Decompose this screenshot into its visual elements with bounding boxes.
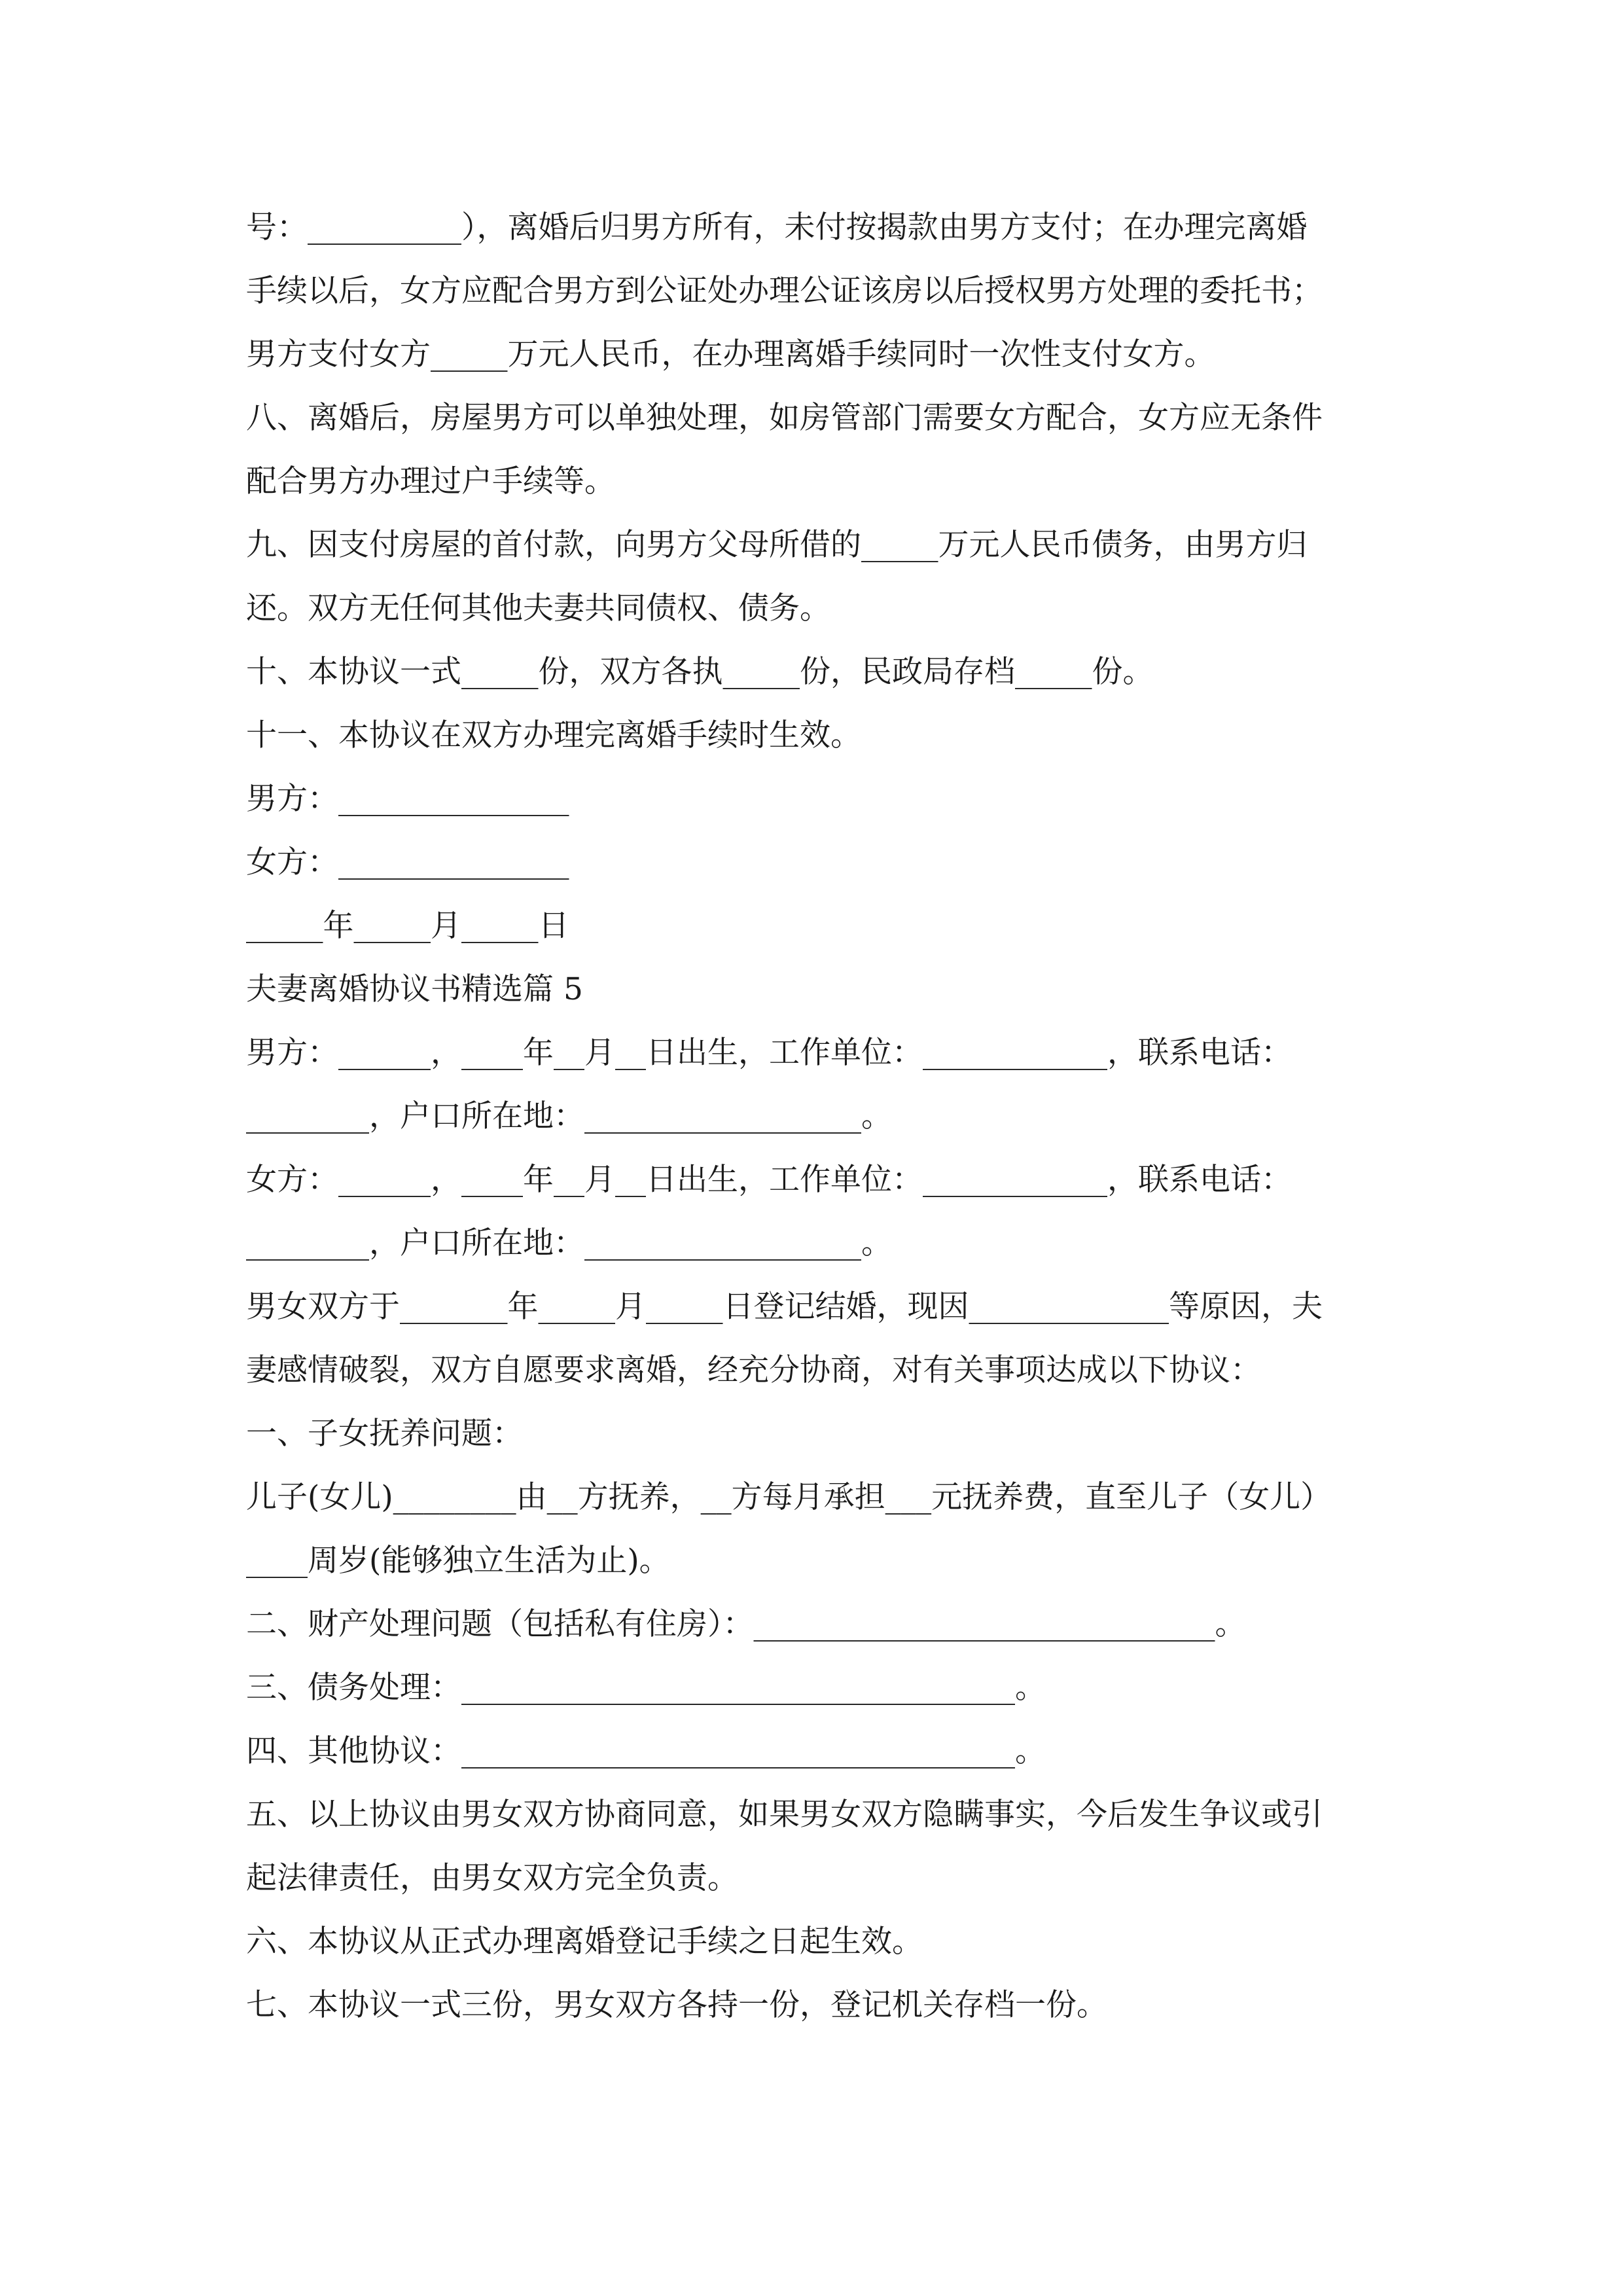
text-line: 男方：______，____年__月__日出生，工作单位：____________，联系电话： <box>246 1035 1292 1071</box>
text-line: ________，户口所在地：__________________。 <box>246 1225 892 1261</box>
text-line: 七、本协议一式三份，男女双方各持一份，登记机关存档一份。 <box>246 1987 1107 2023</box>
text-line: 九、因支付房屋的首付款，向男方父母所借的_____万元人民币债务，由男方归 <box>246 527 1308 563</box>
text-line: 起法律责任，由男女双方完全负责。 <box>246 1860 738 1896</box>
date-line: _____年_____月_____日 <box>246 908 569 944</box>
text-line: 配合男方办理过户手续等。 <box>246 463 615 499</box>
text-line: 六、本协议从正式办理离婚登记手续之日起生效。 <box>246 1924 923 1960</box>
text-line: 妻感情破裂，双方自愿要求离婚，经充分协商，对有关事项达成以下协议： <box>246 1352 1261 1388</box>
text-line: 号：__________），离婚后归男方所有，未付按揭款由男方支付；在办理完离婚 <box>246 209 1308 245</box>
text-line: 十、本协议一式_____份，双方各执_____份，民政局存档_____份。 <box>246 654 1154 690</box>
text-line: 十一、本协议在双方办理完离婚手续时生效。 <box>246 717 861 753</box>
text-line: ____周岁(能够独立生活为止)。 <box>246 1543 670 1579</box>
text-line: 手续以后，女方应配合男方到公证处办理公证该房以后授权男方处理的委托书； <box>246 273 1323 309</box>
text-line: 还。双方无任何其他夫妻共同债权、债务。 <box>246 590 830 626</box>
text-line: 五、以上协议由男女双方协商同意，如果男女双方隐瞒事实，今后发生争议或引 <box>246 1797 1323 1833</box>
section-title: 夫妻离婚协议书精选篇 5 <box>246 971 583 1007</box>
text-line: 三、债务处理：____________________________________。 <box>246 1670 1046 1706</box>
text-line: 一、子女抚养问题： <box>246 1416 523 1452</box>
text-line: 男女双方于_______年_____月_____日登记结婚，现因_____________等原因，夫 <box>246 1289 1323 1325</box>
text-line: ________，户口所在地：__________________。 <box>246 1098 892 1134</box>
text-line: 儿子(女儿)________由__方抚养，__方每月承担___元抚养费，直至儿子（女儿） <box>246 1479 1332 1515</box>
text-line: 二、财产处理问题（包括私有住房）：______________________________。 <box>246 1606 1246 1642</box>
text-line: 女方：______，____年__月__日出生，工作单位：____________，联系电话： <box>246 1162 1292 1198</box>
text-line: 四、其他协议：____________________________________。 <box>246 1733 1046 1769</box>
signature-male-line: 男方：_______________ <box>246 781 569 817</box>
text-line: 八、离婚后，房屋男方可以单独处理，如房管部门需要女方配合，女方应无条件 <box>246 400 1323 436</box>
signature-female-line: 女方：_______________ <box>246 844 569 880</box>
text-line: 男方支付女方_____万元人民币，在办理离婚手续同时一次性支付女方。 <box>246 336 1215 372</box>
